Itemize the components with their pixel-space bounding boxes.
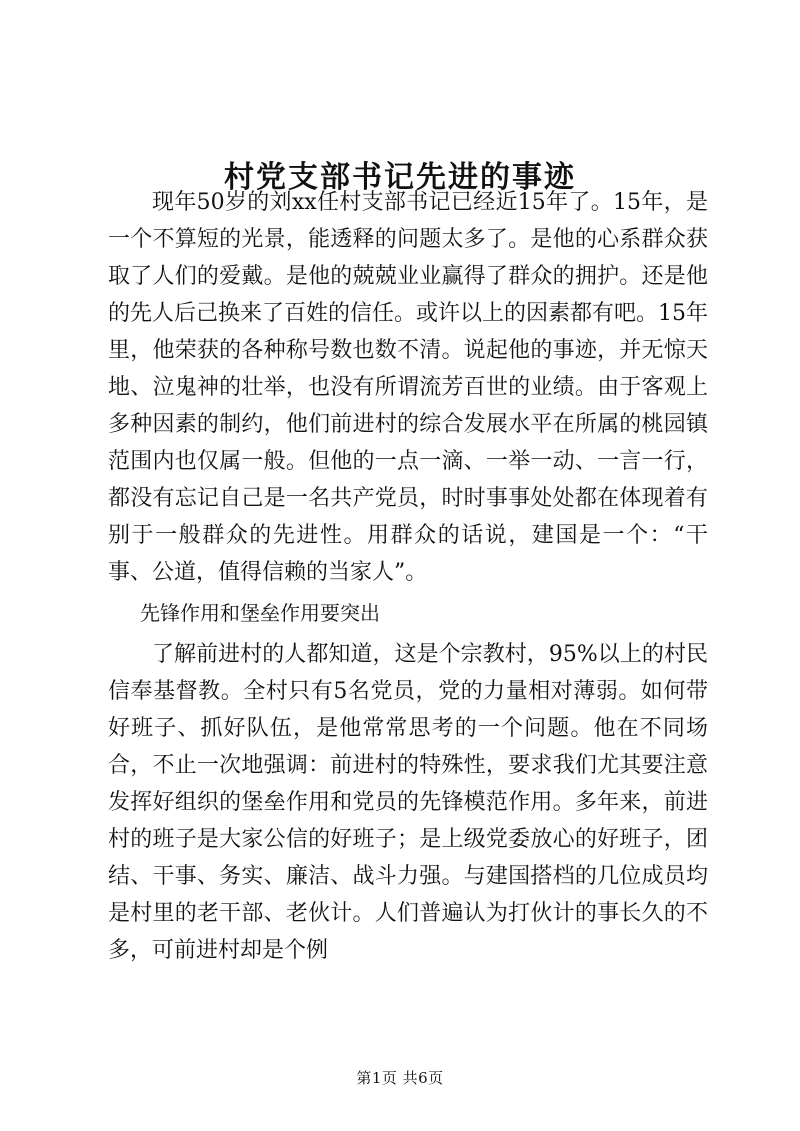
section-heading: 先锋作用和堡垒作用要突出 (140, 601, 380, 625)
page-footer: 第1页 共6页 (356, 1069, 444, 1087)
page-title: 村党支部书记先进的事迹 (224, 160, 576, 196)
document-body (108, 184, 708, 969)
body-paragraph: 现年50岁的刘xx任村支部书记已经近15年了。15年，是一个不算短的光景，能透释的问题太多了。是他的心系群众获取了人们的爱戴。是他的兢兢业业赢得了群众的拥护。还是他的先人后己换来了百姓的信任。或许以上的因素都有吧。15年里，他荣获的各种称号数也数不清。说起他的事迹，并无惊天地、泣鬼神的壮举，也没有所谓流芳百世的业绩。由于客观上多种因素的制约，他们前进村的综合发展水平在所属的桃园镇范围内也仅属一般。但他的一点一滴、一举一动、一言一行，都没有忘记自己是一名共产党员，时时事事处处都在体现着有别于一般群众的先进性。用群众的话说，建国是一个：“干事、公道，值得信赖的当家人”。 (108, 190, 708, 585)
body-paragraph: 了解前进村的人都知道，这是个宗教村，95%以上的村民信奉基督教。全村只有5名党员，党的力量相对薄弱。如何带好班子、抓好队伍，是他常常思考的一个问题。他在不同场合，不止一次地强调：前进村的特殊性，要求我们尤其要注意发挥好组织的堡垒作用和党员的先锋模范作用。多年来，前进村的班子是大家公信的好班子；是上级党委放心的好班子，团结、干事、务实、廉洁、战斗力强。与建国搭档的几位成员均是村里的老干部、老伙计。人们普遍认为打伙计的事长久的不多，可前进村却是个例 (108, 642, 708, 963)
